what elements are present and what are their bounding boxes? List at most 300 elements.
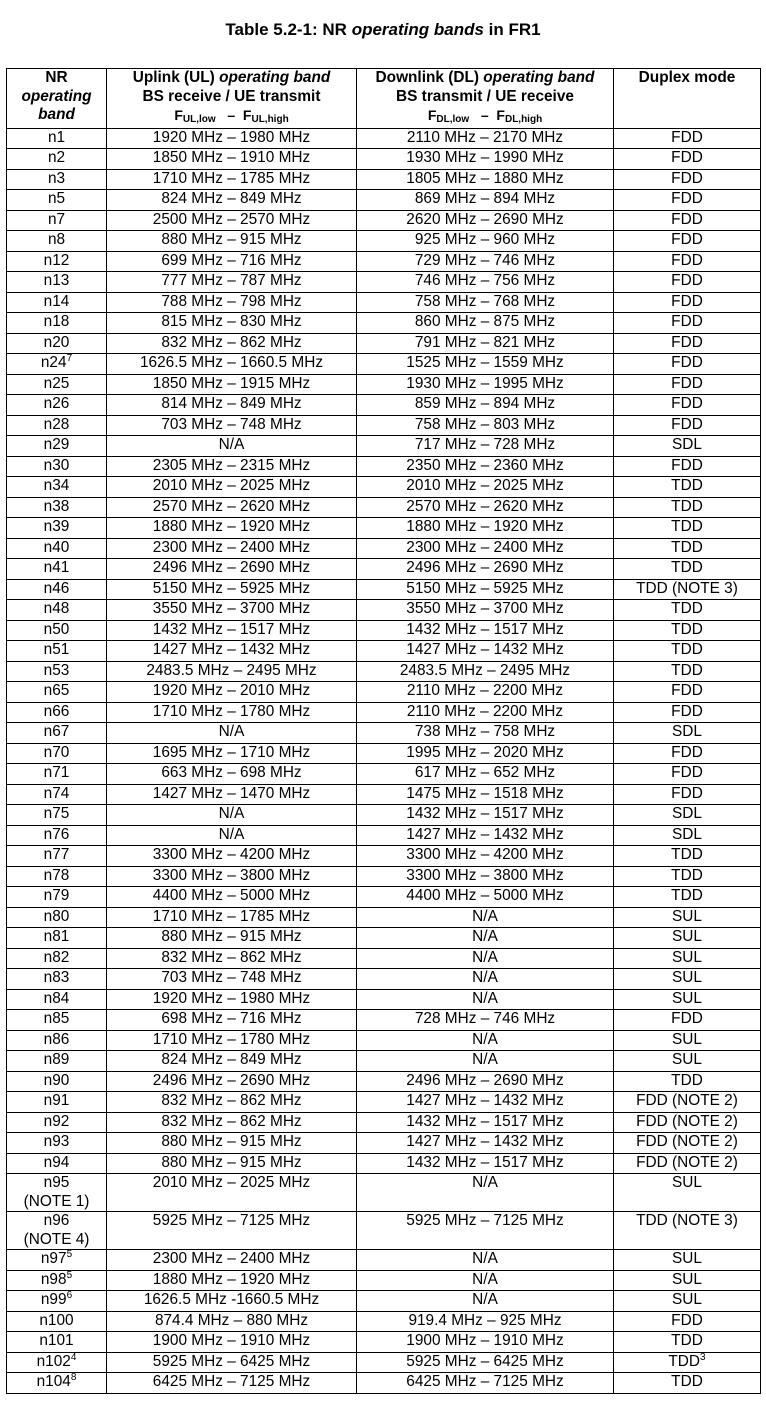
table-row <box>7 723 761 744</box>
uplink-cell: 815 MHz – 830 MHz <box>107 313 357 334</box>
duplex-cell <box>614 1311 761 1332</box>
duplex-mode: TDD <box>671 1071 703 1089</box>
duplex-cell <box>614 702 761 723</box>
band-cell <box>7 1051 107 1072</box>
table-row <box>7 1332 761 1353</box>
uplink-cell: 703 MHz – 748 MHz <box>107 969 357 990</box>
band-cell <box>7 702 107 723</box>
band-name: n75 <box>43 805 70 822</box>
duplex-mode: FDD <box>671 272 703 289</box>
uplink-cell: 3550 MHz – 3700 MHz <box>107 600 357 621</box>
duplex-cell <box>614 1352 761 1373</box>
band-cell <box>7 887 107 908</box>
table-row <box>7 1051 761 1072</box>
duplex-mode: FDD <box>671 682 703 699</box>
table-row <box>7 395 761 416</box>
band-name: n76 <box>43 825 70 843</box>
duplex-mode: FDD <box>671 128 703 146</box>
band-cell <box>7 128 107 149</box>
uplink-cell: 814 MHz – 849 MHz <box>107 395 357 416</box>
duplex-cell <box>614 743 761 764</box>
duplex-mode: FDD (NOTE 2) <box>636 1133 738 1150</box>
band-cell <box>7 497 107 518</box>
downlink-cell: 2570 MHz – 2620 MHz <box>357 497 614 518</box>
table-row <box>7 928 761 949</box>
duplex-cell <box>614 1250 761 1271</box>
band-name: n24 <box>40 354 67 371</box>
downlink-cell: 2110 MHz – 2200 MHz <box>357 682 614 703</box>
uplink-cell: 1695 MHz – 1710 MHz <box>107 743 357 764</box>
band-cell <box>7 436 107 457</box>
duplex-mode: SUL <box>672 969 702 986</box>
duplex-cell <box>614 723 761 744</box>
band-cell <box>7 169 107 190</box>
duplex-cell <box>614 1153 761 1174</box>
duplex-cell <box>614 518 761 539</box>
band-cell <box>7 1112 107 1133</box>
uplink-cell: N/A <box>107 805 357 826</box>
duplex-mode: FDD <box>671 190 703 207</box>
uplink-cell: 703 MHz – 748 MHz <box>107 415 357 436</box>
band-cell <box>7 456 107 477</box>
uplink-cell: 2010 MHz – 2025 MHz <box>107 1174 357 1212</box>
band-name: n90 <box>43 1071 70 1089</box>
band-name: n13 <box>43 272 70 289</box>
band-name: n80 <box>43 907 70 925</box>
downlink-cell: N/A <box>357 969 614 990</box>
band-name: n96 <box>43 1212 70 1229</box>
band-cell <box>7 231 107 252</box>
uplink-cell: 6425 MHz – 7125 MHz <box>107 1373 357 1394</box>
band-cell <box>7 415 107 436</box>
downlink-cell: 791 MHz – 821 MHz <box>357 333 614 354</box>
downlink-cell: N/A <box>357 907 614 928</box>
uplink-cell: 777 MHz – 787 MHz <box>107 272 357 293</box>
uplink-cell: 832 MHz – 862 MHz <box>107 948 357 969</box>
downlink-cell: 5925 MHz – 6425 MHz <box>357 1352 614 1373</box>
uplink-cell: 663 MHz – 698 MHz <box>107 764 357 785</box>
uplink-cell: 824 MHz – 849 MHz <box>107 1051 357 1072</box>
band-name: n77 <box>43 846 70 863</box>
band-name: n50 <box>43 620 70 638</box>
duplex-mode: FDD <box>671 743 703 761</box>
uplink-cell: 5150 MHz – 5925 MHz <box>107 579 357 600</box>
table-row <box>7 682 761 703</box>
band-name: n71 <box>43 764 70 781</box>
table-row <box>7 969 761 990</box>
band-name: n2 <box>47 149 66 166</box>
table-row <box>7 1174 761 1212</box>
downlink-cell: 3550 MHz – 3700 MHz <box>357 600 614 621</box>
duplex-cell <box>614 415 761 436</box>
table-row <box>7 251 761 272</box>
band-cell <box>7 1092 107 1113</box>
duplex-mode: FDD <box>671 415 703 433</box>
band-cell <box>7 559 107 580</box>
duplex-mode: FDD <box>671 251 703 269</box>
table-row <box>7 620 761 641</box>
band-name: n67 <box>43 723 70 740</box>
duplex-cell <box>614 948 761 969</box>
table-row <box>7 169 761 190</box>
duplex-mode: TDD <box>671 559 703 576</box>
downlink-cell: 1427 MHz – 1432 MHz <box>357 825 614 846</box>
uplink-cell: 5925 MHz – 7125 MHz <box>107 1212 357 1250</box>
duplex-mode: SUL <box>672 1030 702 1048</box>
uplink-cell: 2300 MHz – 2400 MHz <box>107 538 357 559</box>
duplex-mode: SUL <box>672 1051 702 1068</box>
band-cell <box>7 251 107 272</box>
uplink-cell: 1710 MHz – 1780 MHz <box>107 1030 357 1051</box>
duplex-mode: SUL <box>672 1174 702 1191</box>
table-row <box>7 313 761 334</box>
band-cell <box>7 805 107 826</box>
downlink-cell: 2483.5 MHz – 2495 MHz <box>357 661 614 682</box>
band-cell <box>7 149 107 170</box>
band-name: n95 <box>43 1174 70 1191</box>
duplex-mode: FDD <box>671 231 703 248</box>
duplex-mode: FDD (NOTE 2) <box>636 1092 738 1109</box>
band-name: n98 <box>40 1270 67 1288</box>
band-name: n100 <box>39 1311 74 1329</box>
band-name: n5 <box>47 190 66 207</box>
table-row <box>7 641 761 662</box>
band-cell <box>7 1250 107 1271</box>
duplex-mode: FDD <box>671 292 703 310</box>
band-name: n39 <box>43 518 70 535</box>
uplink-cell: 5925 MHz – 6425 MHz <box>107 1352 357 1373</box>
header-duplex: Duplex mode <box>614 69 761 129</box>
duplex-cell <box>614 231 761 252</box>
band-name: n1 <box>47 128 66 146</box>
band-name: n99 <box>40 1291 67 1308</box>
uplink-cell: 1850 MHz – 1910 MHz <box>107 149 357 170</box>
duplex-cell <box>614 1332 761 1353</box>
band-cell <box>7 682 107 703</box>
duplex-cell <box>614 149 761 170</box>
uplink-cell: 698 MHz – 716 MHz <box>107 1010 357 1031</box>
table-row <box>7 1291 761 1312</box>
band-name: n26 <box>43 395 70 412</box>
downlink-cell: 738 MHz – 758 MHz <box>357 723 614 744</box>
band-name: n82 <box>43 948 70 966</box>
band-cell <box>7 1291 107 1312</box>
downlink-cell: N/A <box>357 1270 614 1291</box>
downlink-cell: 1525 MHz – 1559 MHz <box>357 354 614 375</box>
band-name: n86 <box>43 1030 70 1048</box>
table-row <box>7 1071 761 1092</box>
duplex-mode: SUL <box>672 1270 702 1288</box>
downlink-cell: 758 MHz – 803 MHz <box>357 415 614 436</box>
band-name: n70 <box>43 743 70 761</box>
table-row <box>7 866 761 887</box>
table-row <box>7 784 761 805</box>
band-name: n30 <box>43 456 70 474</box>
downlink-cell: 1427 MHz – 1432 MHz <box>357 1133 614 1154</box>
duplex-mode: TDD <box>671 600 703 617</box>
table-row <box>7 887 761 908</box>
duplex-mode: TDD (NOTE 3) <box>636 579 738 597</box>
duplex-mode: TDD <box>671 620 703 638</box>
band-name: n92 <box>43 1112 70 1130</box>
downlink-cell: 617 MHz – 652 MHz <box>357 764 614 785</box>
table-row <box>7 1010 761 1031</box>
uplink-cell: 1920 MHz – 2010 MHz <box>107 682 357 703</box>
band-name: n46 <box>43 579 70 597</box>
table-row <box>7 149 761 170</box>
band-cell <box>7 292 107 313</box>
band-cell <box>7 1030 107 1051</box>
duplex-mode: SUL <box>672 928 702 945</box>
footnote-marker: 8 <box>70 1371 77 1383</box>
band-cell <box>7 1373 107 1394</box>
table-row <box>7 374 761 395</box>
uplink-cell: 1900 MHz – 1910 MHz <box>107 1332 357 1353</box>
duplex-cell <box>614 1212 761 1250</box>
band-name: n85 <box>43 1010 70 1027</box>
band-name: n25 <box>43 374 70 392</box>
band-cell <box>7 764 107 785</box>
band-name: n101 <box>39 1332 74 1349</box>
uplink-cell: 1710 MHz – 1785 MHz <box>107 907 357 928</box>
band-cell <box>7 641 107 662</box>
duplex-mode: FDD <box>671 395 703 412</box>
duplex-cell <box>614 661 761 682</box>
uplink-cell: 1880 MHz – 1920 MHz <box>107 1270 357 1291</box>
duplex-mode: TDD <box>671 518 703 535</box>
uplink-cell: 880 MHz – 915 MHz <box>107 231 357 252</box>
uplink-cell: 832 MHz – 862 MHz <box>107 333 357 354</box>
uplink-cell: 2500 MHz – 2570 MHz <box>107 210 357 231</box>
downlink-cell: 869 MHz – 894 MHz <box>357 190 614 211</box>
duplex-cell <box>614 1092 761 1113</box>
duplex-mode: SDL <box>672 723 702 740</box>
table-row <box>7 1250 761 1271</box>
band-name: n48 <box>43 600 70 617</box>
footnote-marker: 5 <box>66 1248 73 1260</box>
uplink-cell: 832 MHz – 862 MHz <box>107 1112 357 1133</box>
duplex-mode: FDD <box>671 313 703 330</box>
downlink-cell: 1427 MHz – 1432 MHz <box>357 641 614 662</box>
duplex-cell <box>614 805 761 826</box>
downlink-cell: 1930 MHz – 1995 MHz <box>357 374 614 395</box>
band-name: n38 <box>43 497 70 515</box>
duplex-cell <box>614 1174 761 1212</box>
uplink-cell: 880 MHz – 915 MHz <box>107 1133 357 1154</box>
uplink-cell: 2010 MHz – 2025 MHz <box>107 477 357 498</box>
table-row <box>7 579 761 600</box>
duplex-mode: SDL <box>672 825 702 843</box>
band-name: n84 <box>43 989 70 1007</box>
duplex-cell <box>614 1373 761 1394</box>
band-name: n65 <box>43 682 70 699</box>
table-row <box>7 825 761 846</box>
duplex-cell <box>614 313 761 334</box>
uplink-cell: N/A <box>107 825 357 846</box>
band-name: n93 <box>43 1133 70 1150</box>
uplink-cell: 1710 MHz – 1785 MHz <box>107 169 357 190</box>
duplex-mode: TDD <box>671 661 703 679</box>
downlink-cell: 1475 MHz – 1518 MHz <box>357 784 614 805</box>
band-cell <box>7 907 107 928</box>
band-name: n3 <box>47 169 66 187</box>
band-name: n20 <box>43 333 70 351</box>
band-cell <box>7 1311 107 1332</box>
duplex-mode: FDD (NOTE 2) <box>636 1153 738 1171</box>
band-cell <box>7 190 107 211</box>
uplink-cell: 2496 MHz – 2690 MHz <box>107 559 357 580</box>
uplink-cell: 2305 MHz – 2315 MHz <box>107 456 357 477</box>
band-name: n12 <box>43 251 70 269</box>
band-cell <box>7 1133 107 1154</box>
band-cell <box>7 846 107 867</box>
downlink-cell: 2110 MHz – 2200 MHz <box>357 702 614 723</box>
duplex-mode: FDD <box>671 764 703 781</box>
footnote-marker: 5 <box>66 1269 73 1281</box>
duplex-mode: FDD <box>671 702 703 720</box>
duplex-cell <box>614 825 761 846</box>
downlink-cell: 1432 MHz – 1517 MHz <box>357 1153 614 1174</box>
uplink-cell: 1626.5 MHz – 1660.5 MHz <box>107 354 357 375</box>
band-cell <box>7 1352 107 1373</box>
duplex-cell <box>614 169 761 190</box>
band-name: n34 <box>43 477 70 494</box>
table-row <box>7 764 761 785</box>
band-name: n29 <box>43 436 70 453</box>
downlink-cell: 3300 MHz – 3800 MHz <box>357 866 614 887</box>
duplex-mode: TDD <box>671 538 703 556</box>
duplex-mode: TDD (NOTE 3) <box>636 1212 738 1229</box>
band-cell <box>7 825 107 846</box>
band-cell <box>7 395 107 416</box>
table-row <box>7 661 761 682</box>
band-cell <box>7 1010 107 1031</box>
downlink-cell: 6425 MHz – 7125 MHz <box>357 1373 614 1394</box>
duplex-mode: FDD <box>671 333 703 351</box>
duplex-cell <box>614 907 761 928</box>
band-cell <box>7 866 107 887</box>
band-name: n74 <box>43 784 70 802</box>
band-cell <box>7 1212 107 1250</box>
duplex-cell <box>614 374 761 395</box>
band-cell <box>7 620 107 641</box>
band-name: n97 <box>40 1250 67 1267</box>
band-name: n51 <box>43 641 70 658</box>
downlink-cell: N/A <box>357 1030 614 1051</box>
band-cell <box>7 333 107 354</box>
duplex-cell <box>614 538 761 559</box>
uplink-cell: 880 MHz – 915 MHz <box>107 928 357 949</box>
duplex-cell <box>614 497 761 518</box>
band-name: n14 <box>43 292 70 310</box>
duplex-mode: TDD <box>668 1352 701 1370</box>
duplex-mode: FDD <box>671 1311 703 1329</box>
band-cell <box>7 579 107 600</box>
header-band: NR operating band <box>7 69 107 129</box>
downlink-cell: 2496 MHz – 2690 MHz <box>357 1071 614 1092</box>
band-name: n7 <box>47 210 66 228</box>
downlink-cell: 919.4 MHz – 925 MHz <box>357 1311 614 1332</box>
duplex-mode: TDD <box>671 846 703 863</box>
band-name: n83 <box>43 969 70 986</box>
band-cell <box>7 969 107 990</box>
band-cell <box>7 477 107 498</box>
duplex-cell <box>614 477 761 498</box>
duplex-cell <box>614 641 761 662</box>
duplex-mode: SDL <box>672 436 702 453</box>
table-row <box>7 1373 761 1394</box>
band-name: n66 <box>43 702 70 720</box>
downlink-cell: 729 MHz – 746 MHz <box>357 251 614 272</box>
downlink-cell: 2496 MHz – 2690 MHz <box>357 559 614 580</box>
uplink-cell: 2300 MHz – 2400 MHz <box>107 1250 357 1271</box>
downlink-cell: 2110 MHz – 2170 MHz <box>357 128 614 149</box>
duplex-cell <box>614 251 761 272</box>
duplex-cell <box>614 354 761 375</box>
band-cell <box>7 600 107 621</box>
duplex-cell <box>614 989 761 1010</box>
band-cell <box>7 989 107 1010</box>
duplex-mode: SUL <box>672 989 702 1007</box>
band-cell <box>7 272 107 293</box>
table-title: Table 5.2-1: NR operating bands in FR1 <box>225 20 541 39</box>
downlink-cell: 728 MHz – 746 MHz <box>357 1010 614 1031</box>
duplex-mode: TDD <box>671 887 703 904</box>
duplex-cell <box>614 846 761 867</box>
downlink-cell: 1432 MHz – 1517 MHz <box>357 805 614 826</box>
downlink-cell: 2300 MHz – 2400 MHz <box>357 538 614 559</box>
band-name: n102 <box>36 1352 71 1370</box>
uplink-cell: 788 MHz – 798 MHz <box>107 292 357 313</box>
downlink-cell: 717 MHz – 728 MHz <box>357 436 614 457</box>
uplink-cell: 1626.5 MHz -1660.5 MHz <box>107 1291 357 1312</box>
table-row <box>7 846 761 867</box>
downlink-cell: 860 MHz – 875 MHz <box>357 313 614 334</box>
downlink-cell: 746 MHz – 756 MHz <box>357 272 614 293</box>
downlink-cell: 1930 MHz – 1990 MHz <box>357 149 614 170</box>
band-name: n40 <box>43 538 70 556</box>
uplink-cell: 2496 MHz – 2690 MHz <box>107 1071 357 1092</box>
header-row <box>7 69 761 129</box>
uplink-cell: 3300 MHz – 4200 MHz <box>107 846 357 867</box>
duplex-mode: SUL <box>672 1250 702 1267</box>
band-cell <box>7 518 107 539</box>
band-cell <box>7 1174 107 1212</box>
table-row <box>7 456 761 477</box>
uplink-cell: 2570 MHz – 2620 MHz <box>107 497 357 518</box>
uplink-cell: 1427 MHz – 1432 MHz <box>107 641 357 662</box>
downlink-cell: 1432 MHz – 1517 MHz <box>357 1112 614 1133</box>
header-downlink: Downlink (DL) operating band BS transmit / UE receive FDL,low – FDL,high <box>357 69 614 129</box>
downlink-cell: 758 MHz – 768 MHz <box>357 292 614 313</box>
uplink-cell: 824 MHz – 849 MHz <box>107 190 357 211</box>
band-name: n41 <box>43 559 70 576</box>
table-row <box>7 128 761 149</box>
band-cell <box>7 743 107 764</box>
footnote-marker: 3 <box>700 1351 706 1363</box>
duplex-cell <box>614 1010 761 1031</box>
duplex-cell <box>614 1270 761 1291</box>
duplex-cell <box>614 395 761 416</box>
table-row <box>7 1112 761 1133</box>
duplex-mode: TDD <box>671 497 703 515</box>
uplink-cell: 1432 MHz – 1517 MHz <box>107 620 357 641</box>
uplink-cell: 1427 MHz – 1470 MHz <box>107 784 357 805</box>
table-row <box>7 702 761 723</box>
uplink-cell: 832 MHz – 862 MHz <box>107 1092 357 1113</box>
downlink-cell: N/A <box>357 928 614 949</box>
table-row <box>7 989 761 1010</box>
